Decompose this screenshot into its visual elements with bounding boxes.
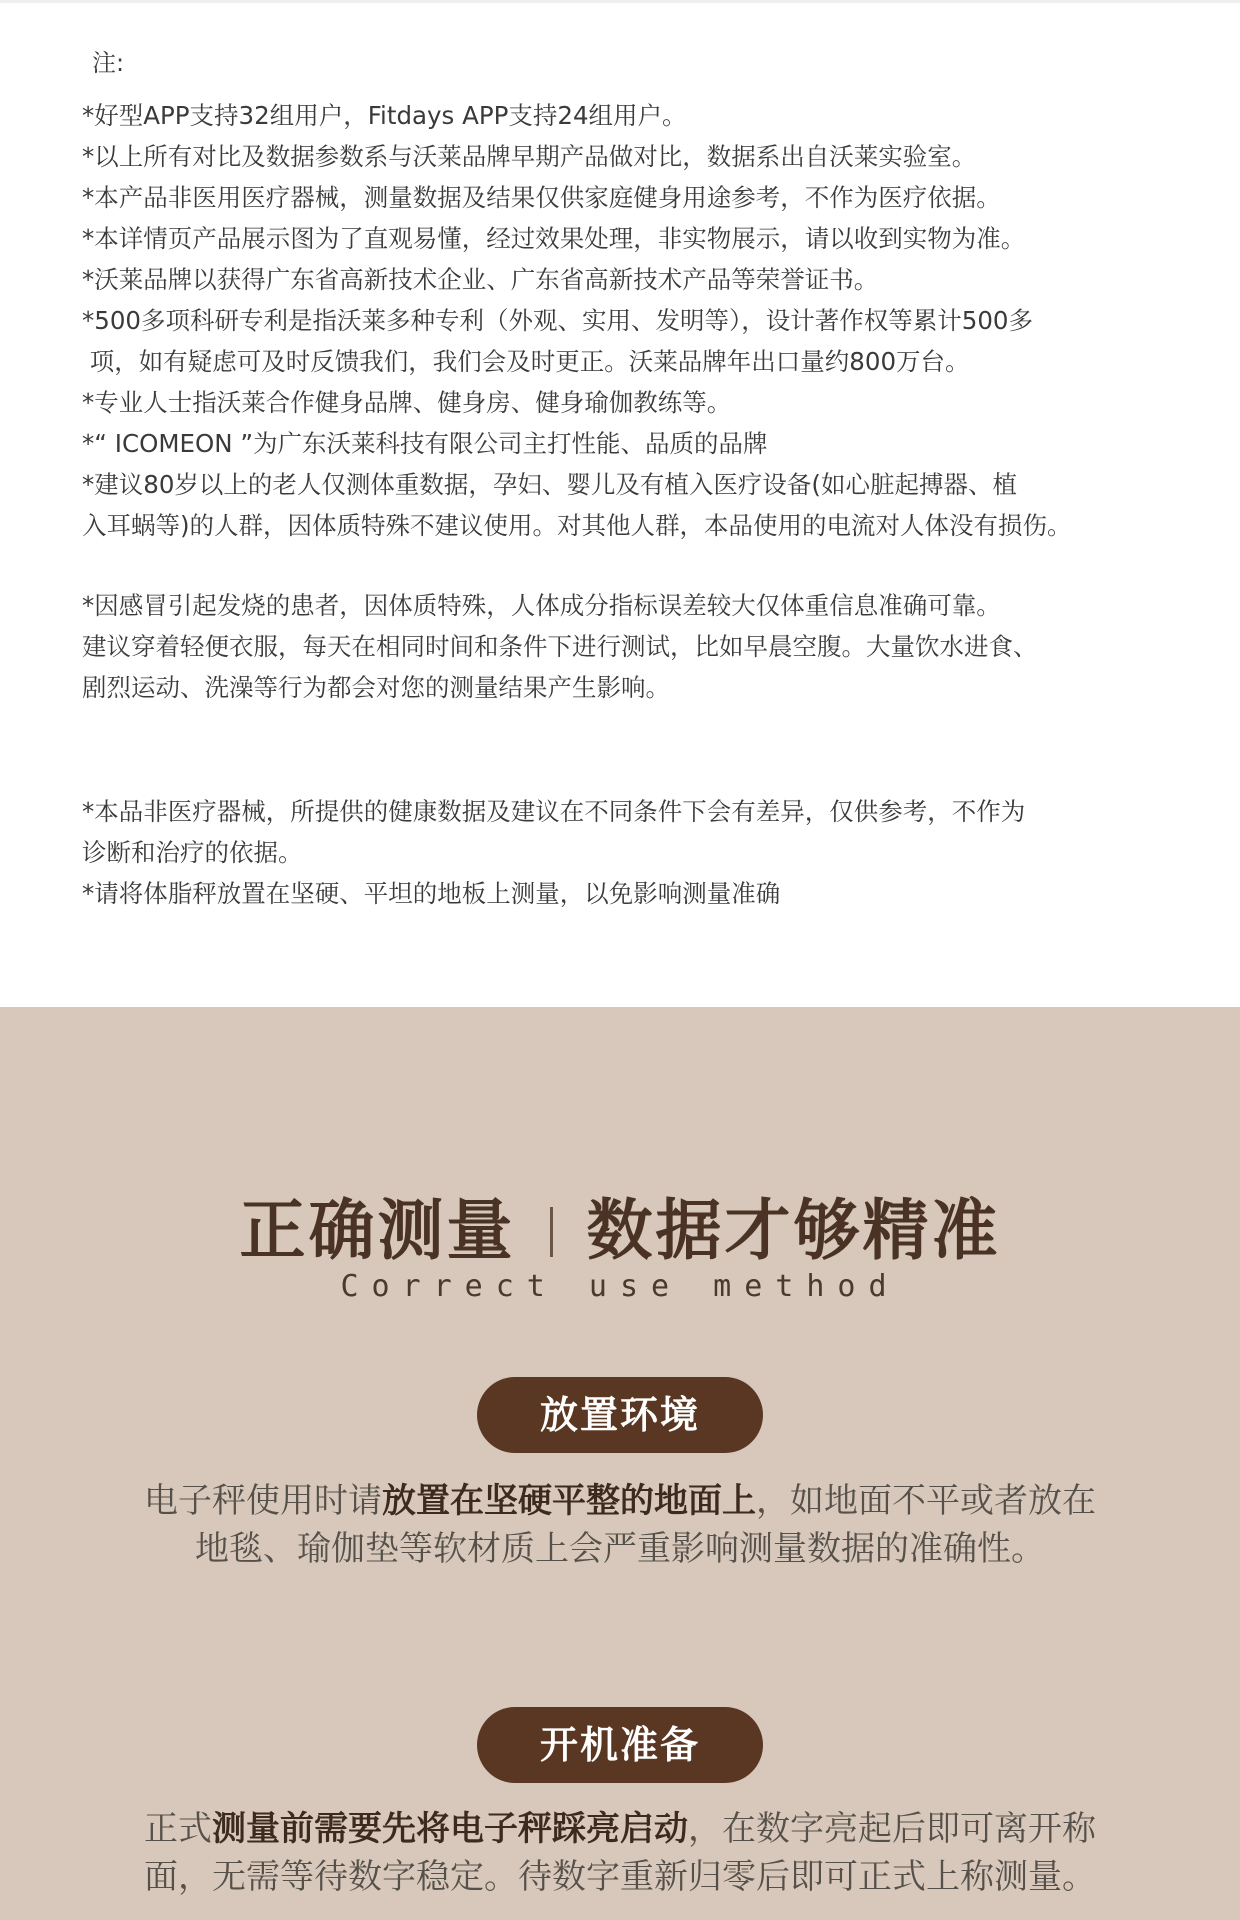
note-line: *请将体脂秤放置在坚硬、平坦的地板上测量，以免影响测量准确 <box>82 879 781 908</box>
note-line: *本产品非医用医疗器械，测量数据及结果仅供家庭健身用途参考，不作为医疗依据。 <box>82 183 1001 212</box>
note-line: 项，如有疑虑可及时反馈我们，我们会及时更正。沃莱品牌年出口量约800万台。 <box>82 347 970 376</box>
note-line: *建议80岁以上的老人仅测体重数据，孕妇、婴儿及有植入医疗设备(如心脏起搏器、植 <box>82 470 1017 499</box>
notes-block-3 <box>82 791 1202 914</box>
note-line: *因感冒引起发烧的患者，因体质特殊，人体成分指标误差较大仅体重信息准确可靠。 <box>82 591 1001 620</box>
note-line: 剧烈运动、洗澡等行为都会对您的测量结果产生影响。 <box>82 673 670 702</box>
headline-right: 数据才够精准 <box>586 1192 1001 1269</box>
note-line: *“ ICOMEON ”为广东沃莱科技有限公司主打性能、品质的品牌 <box>82 429 768 458</box>
text-segment: 正式 <box>144 1809 212 1849</box>
text-segment: 电子秤使用时请 <box>144 1481 382 1521</box>
section-headline <box>0 1177 1240 1272</box>
placement-environment-badge: 放置环境 <box>477 1377 763 1453</box>
note-line: *500多项科研专利是指沃莱多种专利（外观、实用、发明等），设计著作权等累计500多 <box>82 306 1034 335</box>
notes-block-1 <box>82 95 1202 546</box>
power-on-preparation-text <box>70 1805 1170 1901</box>
placement-environment-text <box>70 1477 1170 1573</box>
note-line: *专业人士指沃莱合作健身品牌、健身房、健身瑜伽教练等。 <box>82 388 732 417</box>
power-on-preparation-badge: 开机准备 <box>477 1707 763 1783</box>
note-line: *好型APP支持32组用户，Fitdays APP支持24组用户。 <box>82 101 687 130</box>
note-line: 入耳蜗等)的人群，因体质特殊不建议使用。对其他人群，本品使用的电流对人体没有损伤。 <box>82 511 1072 540</box>
note-line: *以上所有对比及数据参数系与沃莱品牌早期产品做对比，数据系出自沃莱实验室。 <box>82 142 977 171</box>
correct-use-section <box>0 1007 1240 1920</box>
note-line: 诊断和治疗的依据。 <box>82 838 303 867</box>
text-emphasis: 放置在坚硬平整的地面上 <box>382 1481 756 1521</box>
note-line: *沃莱品牌以获得广东省高新技术企业、广东省高新技术产品等荣誉证书。 <box>82 265 879 294</box>
note-line: *本详情页产品展示图为了直观易懂，经过效果处理，非实物展示，请以收到实物为准。 <box>82 224 1026 253</box>
headline-divider <box>550 1207 553 1257</box>
text-segment: 地毯、瑜伽垫等软材质上会严重影响测量数据的准确性。 <box>195 1529 1045 1569</box>
text-segment: ，如地面不平或者放在 <box>756 1481 1096 1521</box>
notes-heading: 注: <box>92 49 125 77</box>
section-subtitle: Correct use method <box>340 1269 900 1304</box>
note-line: *本品非医疗器械，所提供的健康数据及建议在不同条件下会有差异，仅供参考，不作为 <box>82 797 1026 826</box>
headline-left: 正确测量 <box>239 1192 516 1269</box>
notes-block-2 <box>82 585 1202 708</box>
text-segment: ，在数字亮起后即可离开称 <box>688 1809 1096 1849</box>
text-emphasis: 测量前需要先将电子秤踩亮启动 <box>212 1809 688 1849</box>
text-segment: 面，无需等待数字稳定。待数字重新归零后即可正式上称测量。 <box>144 1857 1096 1897</box>
note-line: 建议穿着轻便衣服，每天在相同时间和条件下进行测试，比如早晨空腹。大量饮水进食、 <box>82 632 1038 661</box>
